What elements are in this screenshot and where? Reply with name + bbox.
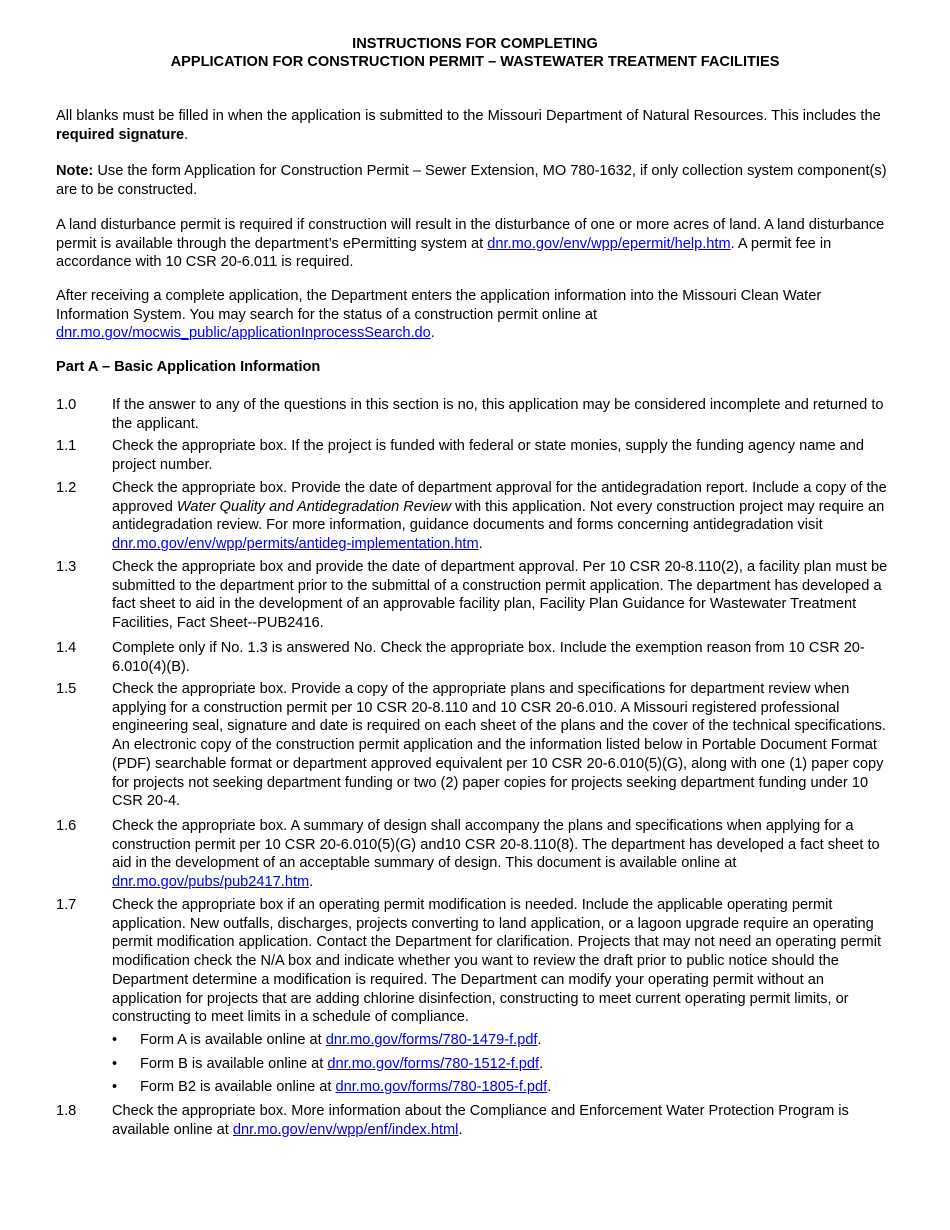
item-1-4 bbox=[56, 639, 896, 676]
item-1-8 bbox=[56, 1102, 896, 1139]
item-text: Complete only if No. 1.3 is answered No. Check the appropriate box. Include the exemption reason from 10 CSR 20-6.010(4)(B). bbox=[112, 640, 865, 675]
item-number: 1.2 bbox=[56, 480, 77, 496]
item-text: Check the appropriate box. If the project is funded with federal or state monies, supply the funding agency name and project number. bbox=[112, 438, 865, 473]
bullet-glyph: • bbox=[112, 1056, 118, 1072]
note-paragraph: Note: Use the form Application for Construction Permit – Sewer Extension, MO 780-1632, if only collection system component(s) are to be constructed. bbox=[56, 163, 887, 198]
item-number: 1.8 bbox=[56, 1103, 77, 1119]
form-a-link[interactable]: dnr.mo.gov/forms/780-1479-f.pdf bbox=[325, 1032, 538, 1048]
document-title bbox=[0, 36, 950, 71]
item-number: 1.7 bbox=[56, 897, 77, 913]
review-title-italic: Water Quality and Antidegradation Review bbox=[176, 498, 452, 515]
pub2417-link[interactable]: dnr.mo.gov/pubs/pub2417.htm bbox=[112, 874, 310, 891]
form-b-link[interactable]: dnr.mo.gov/forms/780-1512-f.pdf bbox=[327, 1056, 540, 1072]
item-number: 1.4 bbox=[56, 640, 77, 656]
item-text: Check the appropriate box and provide the date of department approval. Per 10 CSR 20-8.110(2), a facility plan must be submitted to the department prior to the submittal of a construction permit application. The department has developed a fact sheet to aid in the development of an approvable facility plan, Facility Plan Guidance for Wastewater Treatment Facilities, Fact Sheet--PUB2416. bbox=[112, 559, 888, 632]
part-a-heading: Part A – Basic Application Information bbox=[56, 359, 321, 375]
epermit-help-link[interactable]: dnr.mo.gov/env/wpp/epermit/help.htm bbox=[487, 235, 731, 252]
land-disturbance-paragraph: A land disturbance permit is required if construction will result in the disturbance of one or more acres of land. A land disturbance permit is available through the department’s ePermitting system at dnr.mo.gov/env/wpp/epermit/help.htm. A permit fee in accordance with 10 CSR 20-6.011 is required. bbox=[56, 217, 885, 271]
item-number: 1.5 bbox=[56, 681, 77, 697]
bullet-form-b2: • Form B2 is available online at dnr.mo.gov/forms/780-1805-f.pdf. bbox=[112, 1079, 552, 1095]
item-number: 1.1 bbox=[56, 438, 77, 454]
bullet-form-a: • Form A is available online at dnr.mo.gov/forms/780-1479-f.pdf. bbox=[112, 1032, 542, 1048]
item-text: If the answer to any of the questions in this section is no, this application may be considered incomplete and returned to the applicant. bbox=[112, 397, 884, 432]
bullet-form-b: • Form B is available online at dnr.mo.gov/forms/780-1512-f.pdf. bbox=[112, 1056, 544, 1072]
title-line-2: APPLICATION FOR CONSTRUCTION PERMIT – WASTEWATER TREATMENT FACILITIES bbox=[170, 53, 780, 70]
item-text: Check the appropriate box. More information about the Compliance and Enforcement Water Protection Program is available online at dnr.mo.gov/env/wpp/enf/index.html. bbox=[112, 1103, 849, 1138]
bullet-glyph: • bbox=[112, 1032, 118, 1048]
required-signature-emphasis: required signature bbox=[56, 126, 185, 143]
item-number: 1.6 bbox=[56, 818, 77, 834]
enforcement-program-link[interactable]: dnr.mo.gov/env/wpp/enf/index.html bbox=[232, 1121, 459, 1138]
item-1-3 bbox=[56, 558, 896, 633]
bullet-glyph: • bbox=[112, 1079, 118, 1095]
item-number: 1.0 bbox=[56, 397, 77, 413]
item-text: Check the appropriate box. Provide the date of department approval for the antidegradation report. Include a copy of the approved Water Quality and Antidegradation Review with this application. Not every construction project may require an antidegradation review. For more information, guidance documents and forms concerning antidegradation visit dnr.mo.gov/env/wpp/permits/antideg-implementation.htm. bbox=[112, 480, 887, 553]
item-1-7 bbox=[56, 896, 896, 1027]
item-1-6 bbox=[56, 817, 896, 892]
item-number: 1.3 bbox=[56, 559, 77, 575]
item-text: Check the appropriate box if an operating permit modification is needed. Include the applicable operating permit application. New outfalls, discharges, projects converting to land application, or a lagoon upgrade require an operating permit modification application. Contact the Department for clarification. Projects that may not need an operating permit modification check the N/A box and indicate whether you want to review the draft prior to public notice should the Department determine a modification is required. The Department can modify your operating permit without an application for projects that are adding chlorine disinfection, constructing to meet current operating permit limits, or constructing to meet limits in a schedule of compliance. bbox=[112, 897, 881, 1026]
antideg-implementation-link[interactable]: dnr.mo.gov/env/wpp/permits/antideg-implementation.htm bbox=[112, 536, 479, 553]
item-text: Check the appropriate box. Provide a copy of the appropriate plans and specifications for department review when applying for a construction permit per 10 CSR 20-8.110 and 10 CSR 20-6.010. A Missouri registered professional engineering seal, signature and date is required on each sheet of the plans and the cover of the technical specifications. An electronic copy of the construction permit application and the information listed below in Portable Document Format (PDF) searchable format or department approved equivalent per 10 CSR 20-6.010(5)(G), along with one (1) paper copy for projects not seeking department funding or two (2) paper copies for projects seeking department funding under 10 CSR 20-4. bbox=[112, 681, 886, 810]
item-1-2 bbox=[56, 479, 896, 554]
item-text: Check the appropriate box. A summary of design shall accompany the plans and specifications when applying for a construction permit per 10 CSR 20-6.010(5)(G) and10 CSR 20-8.110(8). The department has developed a fact sheet to aid in the development of an acceptable summary of design. This document is available online at dnr.mo.gov/pubs/pub2417.htm. bbox=[112, 818, 880, 891]
item-1-1 bbox=[56, 437, 896, 474]
intro-paragraph-required-fields: All blanks must be filled in when the application is submitted to the Missouri Department of Natural Resources. This includes the required signature. bbox=[56, 108, 881, 143]
item-1-5 bbox=[56, 680, 896, 811]
title-line-1: INSTRUCTIONS FOR COMPLETING bbox=[352, 36, 598, 52]
application-search-link[interactable]: dnr.mo.gov/mocwis_public/applicationInprocessSearch.do bbox=[56, 325, 431, 342]
note-label: Note: bbox=[56, 163, 94, 179]
form-b2-link[interactable]: dnr.mo.gov/forms/780-1805-f.pdf bbox=[335, 1079, 548, 1095]
mocwis-paragraph: After receiving a complete application, the Department enters the application information into the Missouri Clean Water Information System. You may search for the status of a construction permit online at dnr.mo.gov/mocwis_public/applicationInprocessSearch.do. bbox=[56, 288, 822, 342]
item-1-0 bbox=[56, 396, 896, 433]
